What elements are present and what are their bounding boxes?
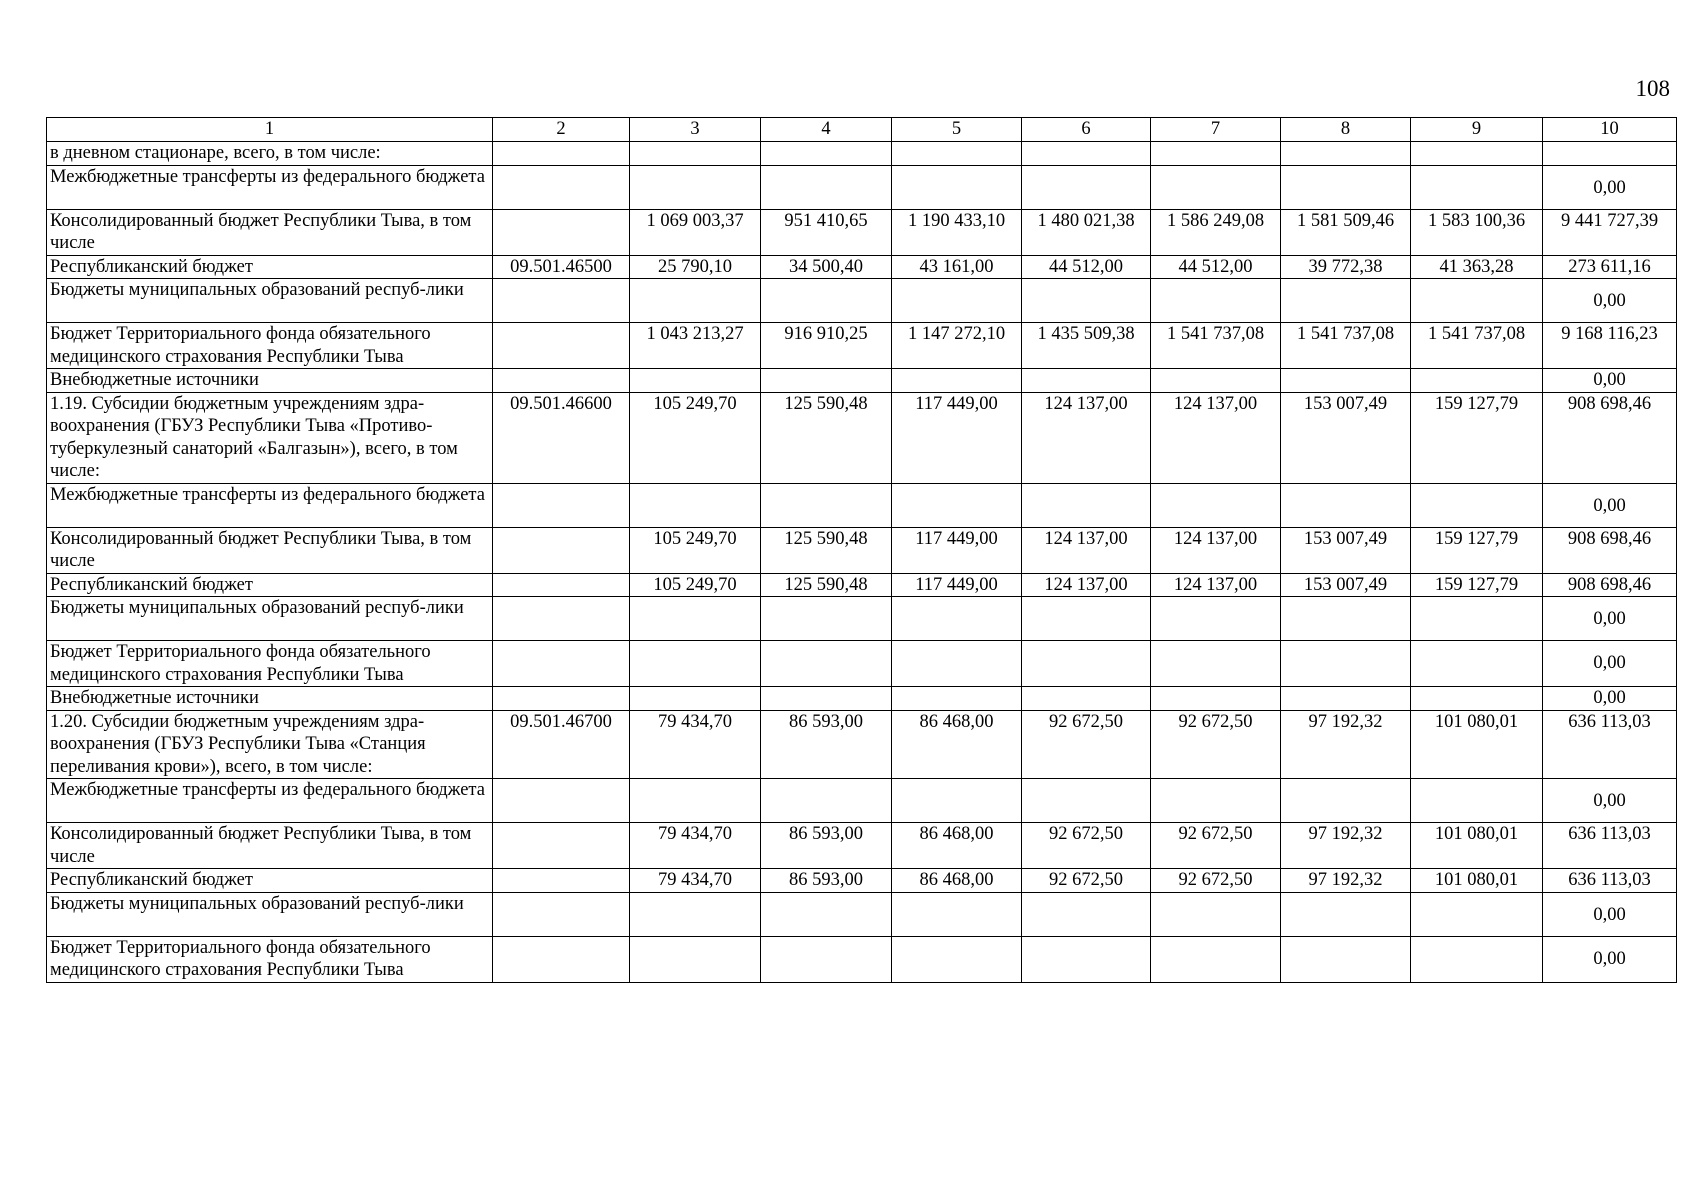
column-number: 6 xyxy=(1022,118,1151,142)
year-value-cell xyxy=(630,779,761,823)
year-value-cell: 159 127,79 xyxy=(1411,573,1543,597)
table-body xyxy=(47,142,1677,983)
year-value-cell: 1 147 272,10 xyxy=(892,323,1022,369)
year-value-cell: 34 500,40 xyxy=(761,255,892,279)
year-value-cell xyxy=(1151,597,1281,641)
table-row xyxy=(47,369,1677,393)
year-value-cell: 1 541 737,08 xyxy=(1151,323,1281,369)
budget-code-cell xyxy=(493,936,630,982)
year-value-cell xyxy=(761,892,892,936)
year-value-cell: 1 541 737,08 xyxy=(1281,323,1411,369)
table-row xyxy=(47,323,1677,369)
total-cell: 0,00 xyxy=(1543,279,1677,323)
table-row xyxy=(47,483,1677,527)
budget-code-cell xyxy=(493,597,630,641)
year-value-cell xyxy=(761,641,892,687)
year-value-cell xyxy=(630,483,761,527)
year-value-cell: 117 449,00 xyxy=(892,392,1022,483)
budget-code-cell xyxy=(493,369,630,393)
year-value-cell xyxy=(892,279,1022,323)
table-row xyxy=(47,573,1677,597)
budget-code-cell xyxy=(493,209,630,255)
year-value-cell xyxy=(1151,641,1281,687)
year-value-cell xyxy=(1022,279,1151,323)
year-value-cell xyxy=(630,641,761,687)
row-label: Межбюджетные трансферты из федерального бюджета xyxy=(47,165,493,209)
row-label: Бюджеты муниципальных образований респуб-лики xyxy=(47,279,493,323)
year-value-cell: 101 080,01 xyxy=(1411,710,1543,779)
year-value-cell: 916 910,25 xyxy=(761,323,892,369)
budget-code-cell xyxy=(493,892,630,936)
total-cell: 0,00 xyxy=(1543,369,1677,393)
table-row xyxy=(47,165,1677,209)
row-label: 1.19. Субсидии бюджетным учреждениям здра-воохранения (ГБУЗ Республики Тыва «Противо-туберкулезный санаторий «Балгазын»), всего, в том числе: xyxy=(47,392,493,483)
budget-code-cell: 09.501.46500 xyxy=(493,255,630,279)
year-value-cell xyxy=(630,369,761,393)
column-number: 10 xyxy=(1543,118,1677,142)
table-row xyxy=(47,392,1677,483)
table-row xyxy=(47,779,1677,823)
column-number: 2 xyxy=(493,118,630,142)
year-value-cell: 159 127,79 xyxy=(1411,392,1543,483)
year-value-cell xyxy=(1411,936,1543,982)
year-value-cell xyxy=(1411,165,1543,209)
year-value-cell xyxy=(1281,369,1411,393)
year-value-cell: 159 127,79 xyxy=(1411,527,1543,573)
row-label: Бюджет Территориального фонда обязательного медицинского страхования Республики Тыва xyxy=(47,936,493,982)
year-value-cell xyxy=(1411,279,1543,323)
year-value-cell: 117 449,00 xyxy=(892,573,1022,597)
year-value-cell xyxy=(892,165,1022,209)
year-value-cell xyxy=(1151,279,1281,323)
year-value-cell xyxy=(1281,641,1411,687)
table-row xyxy=(47,710,1677,779)
column-number: 5 xyxy=(892,118,1022,142)
year-value-cell xyxy=(630,687,761,711)
year-value-cell: 92 672,50 xyxy=(1151,869,1281,893)
year-value-cell xyxy=(1022,142,1151,166)
year-value-cell xyxy=(630,597,761,641)
year-value-cell xyxy=(761,687,892,711)
year-value-cell xyxy=(1281,279,1411,323)
budget-code-cell xyxy=(493,641,630,687)
total-cell: 636 113,03 xyxy=(1543,869,1677,893)
year-value-cell xyxy=(630,142,761,166)
year-value-cell: 153 007,49 xyxy=(1281,527,1411,573)
year-value-cell xyxy=(1151,687,1281,711)
year-value-cell: 97 192,32 xyxy=(1281,869,1411,893)
row-label: Консолидированный бюджет Республики Тыва, в том числе xyxy=(47,527,493,573)
budget-code-cell: 09.501.46700 xyxy=(493,710,630,779)
year-value-cell xyxy=(1281,892,1411,936)
budget-code-cell xyxy=(493,869,630,893)
year-value-cell xyxy=(761,936,892,982)
year-value-cell: 1 581 509,46 xyxy=(1281,209,1411,255)
row-label: Республиканский бюджет xyxy=(47,255,493,279)
total-cell: 0,00 xyxy=(1543,687,1677,711)
row-label: Межбюджетные трансферты из федерального бюджета xyxy=(47,483,493,527)
column-number: 8 xyxy=(1281,118,1411,142)
year-value-cell xyxy=(630,279,761,323)
year-value-cell: 125 590,48 xyxy=(761,392,892,483)
budget-code-cell xyxy=(493,142,630,166)
table-row xyxy=(47,279,1677,323)
column-number: 7 xyxy=(1151,118,1281,142)
page-number: 108 xyxy=(1635,76,1670,101)
year-value-cell: 79 434,70 xyxy=(630,823,761,869)
year-value-cell xyxy=(630,165,761,209)
row-label: Бюджет Территориального фонда обязательного медицинского страхования Республики Тыва xyxy=(47,323,493,369)
year-value-cell xyxy=(1411,892,1543,936)
year-value-cell xyxy=(1022,892,1151,936)
year-value-cell: 125 590,48 xyxy=(761,527,892,573)
row-label: Республиканский бюджет xyxy=(47,869,493,893)
year-value-cell: 86 468,00 xyxy=(892,823,1022,869)
table-row xyxy=(47,209,1677,255)
budget-code-cell: 09.501.46600 xyxy=(493,392,630,483)
year-value-cell: 1 583 100,36 xyxy=(1411,209,1543,255)
year-value-cell xyxy=(1411,641,1543,687)
year-value-cell xyxy=(1411,483,1543,527)
year-value-cell: 86 593,00 xyxy=(761,869,892,893)
total-cell: 0,00 xyxy=(1543,165,1677,209)
year-value-cell xyxy=(892,597,1022,641)
budget-code-cell xyxy=(493,483,630,527)
row-label: Бюджет Территориального фонда обязательного медицинского страхования Республики Тыва xyxy=(47,641,493,687)
year-value-cell xyxy=(1281,142,1411,166)
year-value-cell: 125 590,48 xyxy=(761,573,892,597)
year-value-cell xyxy=(1281,936,1411,982)
year-value-cell xyxy=(1151,892,1281,936)
budget-code-cell xyxy=(493,823,630,869)
year-value-cell: 92 672,50 xyxy=(1151,710,1281,779)
row-label: в дневном стационаре, всего, в том числе: xyxy=(47,142,493,166)
table-row xyxy=(47,641,1677,687)
year-value-cell xyxy=(761,483,892,527)
year-value-cell: 92 672,50 xyxy=(1022,823,1151,869)
total-cell: 908 698,46 xyxy=(1543,392,1677,483)
year-value-cell xyxy=(761,142,892,166)
year-value-cell xyxy=(1022,936,1151,982)
total-cell: 273 611,16 xyxy=(1543,255,1677,279)
year-value-cell: 86 468,00 xyxy=(892,869,1022,893)
year-value-cell xyxy=(1281,597,1411,641)
year-value-cell: 92 672,50 xyxy=(1151,823,1281,869)
total-cell: 0,00 xyxy=(1543,936,1677,982)
year-value-cell: 951 410,65 xyxy=(761,209,892,255)
year-value-cell xyxy=(1151,936,1281,982)
year-value-cell xyxy=(1281,483,1411,527)
year-value-cell: 124 137,00 xyxy=(1151,527,1281,573)
year-value-cell: 79 434,70 xyxy=(630,869,761,893)
year-value-cell: 25 790,10 xyxy=(630,255,761,279)
table-row xyxy=(47,823,1677,869)
year-value-cell: 43 161,00 xyxy=(892,255,1022,279)
year-value-cell xyxy=(1411,687,1543,711)
budget-code-cell xyxy=(493,779,630,823)
year-value-cell xyxy=(1411,369,1543,393)
year-value-cell: 79 434,70 xyxy=(630,710,761,779)
year-value-cell: 105 249,70 xyxy=(630,527,761,573)
year-value-cell: 124 137,00 xyxy=(1022,392,1151,483)
year-value-cell xyxy=(1022,483,1151,527)
year-value-cell xyxy=(761,165,892,209)
year-value-cell xyxy=(1411,597,1543,641)
budget-code-cell xyxy=(493,527,630,573)
budget-code-cell xyxy=(493,687,630,711)
table-row xyxy=(47,597,1677,641)
row-label: Внебюджетные источники xyxy=(47,687,493,711)
row-label: Республиканский бюджет xyxy=(47,573,493,597)
year-value-cell xyxy=(1151,165,1281,209)
row-label: Межбюджетные трансферты из федерального бюджета xyxy=(47,779,493,823)
year-value-cell xyxy=(892,892,1022,936)
table-row xyxy=(47,892,1677,936)
year-value-cell xyxy=(1411,142,1543,166)
budget-code-cell xyxy=(493,573,630,597)
row-label: Бюджеты муниципальных образований респуб-лики xyxy=(47,597,493,641)
year-value-cell xyxy=(1281,779,1411,823)
year-value-cell xyxy=(1022,687,1151,711)
column-number: 4 xyxy=(761,118,892,142)
year-value-cell: 86 593,00 xyxy=(761,710,892,779)
year-value-cell: 44 512,00 xyxy=(1151,255,1281,279)
budget-table xyxy=(46,117,1677,983)
year-value-cell xyxy=(1022,369,1151,393)
year-value-cell xyxy=(1281,687,1411,711)
year-value-cell xyxy=(892,483,1022,527)
total-cell: 0,00 xyxy=(1543,597,1677,641)
year-value-cell: 41 363,28 xyxy=(1411,255,1543,279)
column-number: 9 xyxy=(1411,118,1543,142)
year-value-cell xyxy=(1151,369,1281,393)
year-value-cell xyxy=(1281,165,1411,209)
total-cell: 0,00 xyxy=(1543,483,1677,527)
year-value-cell xyxy=(630,892,761,936)
year-value-cell: 44 512,00 xyxy=(1022,255,1151,279)
year-value-cell: 124 137,00 xyxy=(1151,573,1281,597)
table-row xyxy=(47,936,1677,982)
table-row xyxy=(47,142,1677,166)
year-value-cell xyxy=(761,779,892,823)
total-cell: 9 441 727,39 xyxy=(1543,209,1677,255)
total-cell: 0,00 xyxy=(1543,641,1677,687)
budget-code-cell xyxy=(493,279,630,323)
total-cell: 908 698,46 xyxy=(1543,573,1677,597)
table-row xyxy=(47,687,1677,711)
year-value-cell: 153 007,49 xyxy=(1281,573,1411,597)
year-value-cell xyxy=(1151,483,1281,527)
year-value-cell: 1 190 433,10 xyxy=(892,209,1022,255)
row-label: Внебюджетные источники xyxy=(47,369,493,393)
total-cell: 9 168 116,23 xyxy=(1543,323,1677,369)
year-value-cell: 1 043 213,27 xyxy=(630,323,761,369)
year-value-cell: 86 593,00 xyxy=(761,823,892,869)
year-value-cell xyxy=(1022,597,1151,641)
year-value-cell: 124 137,00 xyxy=(1022,527,1151,573)
year-value-cell: 97 192,32 xyxy=(1281,823,1411,869)
year-value-cell: 97 192,32 xyxy=(1281,710,1411,779)
year-value-cell xyxy=(892,641,1022,687)
year-value-cell: 39 772,38 xyxy=(1281,255,1411,279)
year-value-cell: 117 449,00 xyxy=(892,527,1022,573)
year-value-cell xyxy=(630,936,761,982)
year-value-cell: 124 137,00 xyxy=(1151,392,1281,483)
year-value-cell xyxy=(761,279,892,323)
year-value-cell: 105 249,70 xyxy=(630,573,761,597)
budget-code-cell xyxy=(493,323,630,369)
year-value-cell: 1 541 737,08 xyxy=(1411,323,1543,369)
year-value-cell: 105 249,70 xyxy=(630,392,761,483)
total-cell: 908 698,46 xyxy=(1543,527,1677,573)
table-row xyxy=(47,527,1677,573)
row-label: Консолидированный бюджет Республики Тыва, в том числе xyxy=(47,209,493,255)
year-value-cell: 124 137,00 xyxy=(1022,573,1151,597)
year-value-cell xyxy=(1411,779,1543,823)
year-value-cell xyxy=(761,597,892,641)
row-label: 1.20. Субсидии бюджетным учреждениям здра-воохранения (ГБУЗ Республики Тыва «Станция переливания крови»), всего, в том числе: xyxy=(47,710,493,779)
year-value-cell xyxy=(1151,779,1281,823)
row-label: Консолидированный бюджет Республики Тыва, в том числе xyxy=(47,823,493,869)
year-value-cell xyxy=(892,936,1022,982)
year-value-cell: 153 007,49 xyxy=(1281,392,1411,483)
total-cell xyxy=(1543,142,1677,166)
year-value-cell: 101 080,01 xyxy=(1411,869,1543,893)
column-number-row xyxy=(47,118,1677,142)
year-value-cell: 1 586 249,08 xyxy=(1151,209,1281,255)
row-label: Бюджеты муниципальных образований респуб-лики xyxy=(47,892,493,936)
total-cell: 636 113,03 xyxy=(1543,710,1677,779)
year-value-cell xyxy=(761,369,892,393)
total-cell: 636 113,03 xyxy=(1543,823,1677,869)
year-value-cell: 92 672,50 xyxy=(1022,710,1151,779)
year-value-cell: 92 672,50 xyxy=(1022,869,1151,893)
year-value-cell xyxy=(1022,165,1151,209)
table-row xyxy=(47,255,1677,279)
year-value-cell: 1 435 509,38 xyxy=(1022,323,1151,369)
year-value-cell xyxy=(1151,142,1281,166)
year-value-cell: 101 080,01 xyxy=(1411,823,1543,869)
column-number: 3 xyxy=(630,118,761,142)
year-value-cell: 1 480 021,38 xyxy=(1022,209,1151,255)
total-cell: 0,00 xyxy=(1543,892,1677,936)
total-cell: 0,00 xyxy=(1543,779,1677,823)
budget-code-cell xyxy=(493,165,630,209)
year-value-cell: 1 069 003,37 xyxy=(630,209,761,255)
table-row xyxy=(47,869,1677,893)
year-value-cell: 86 468,00 xyxy=(892,710,1022,779)
year-value-cell xyxy=(892,687,1022,711)
year-value-cell xyxy=(1022,779,1151,823)
column-number: 1 xyxy=(47,118,493,142)
year-value-cell xyxy=(892,369,1022,393)
year-value-cell xyxy=(892,779,1022,823)
year-value-cell xyxy=(892,142,1022,166)
year-value-cell xyxy=(1022,641,1151,687)
